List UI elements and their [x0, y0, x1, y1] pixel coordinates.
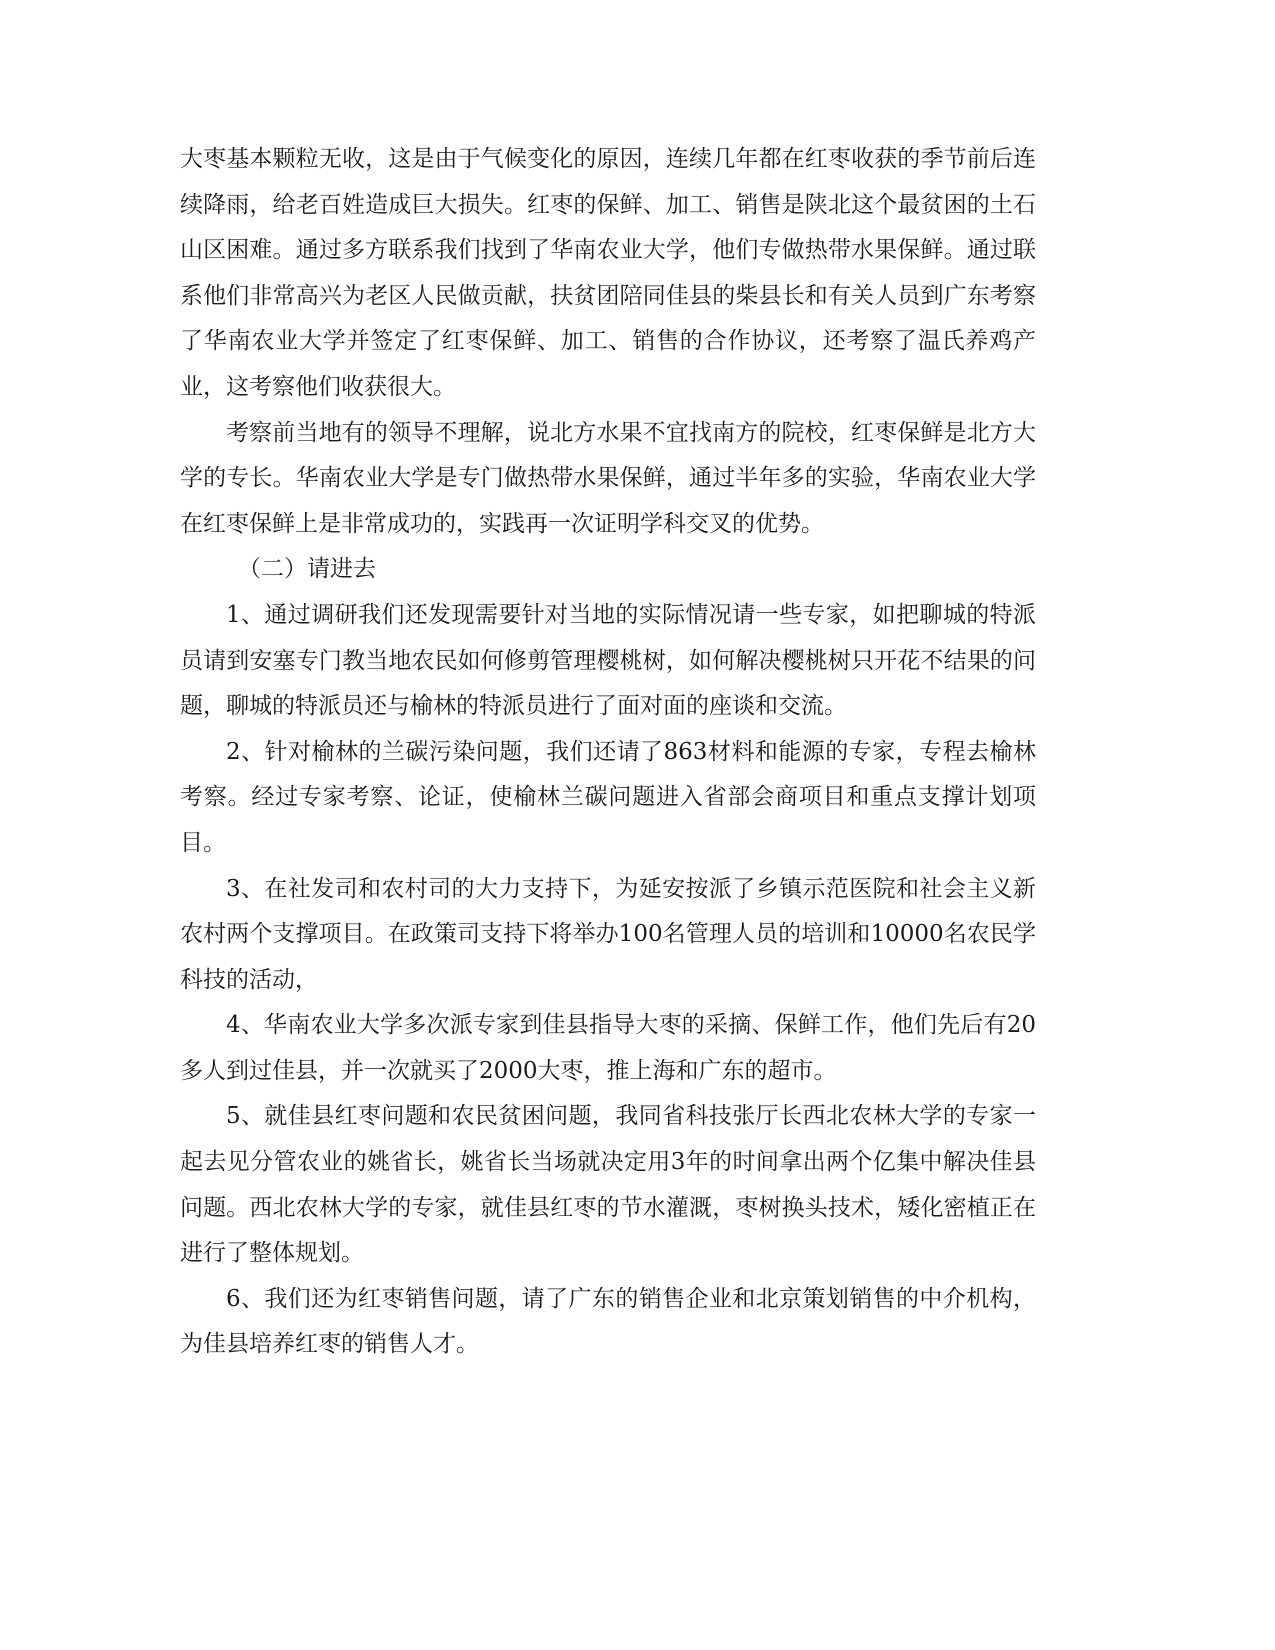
list-item-4: 4、华南农业大学多次派专家到佳县指导大枣的采摘、保鲜工作，他们先后有20多人到过佳县，并一次就买了2000大枣，推上海和广东的超市。 [180, 1012, 1036, 1084]
paragraph-inspection: 考察前当地有的领导不理解，说北方水果不宜找南方的院校，红枣保鲜是北方大学的专长。华南农业大学是专门做热带水果保鲜，通过半年多的实验，华南农业大学在红枣保鲜上是非常成功的，实践再一次证明学科交叉的优势。 [180, 419, 1036, 537]
list-item-5: 5、就佳县红枣问题和农民贫困问题，我同省科技张厅长西北农林大学的专家一起去见分管农业的姚省长，姚省长当场就决定用3年的时间拿出两个亿集中解决佳县问题。西北农林大学的专家，就佳县红枣的节水灌溉，枣树换头技术，矮化密植正在进行了整体规划。 [180, 1103, 1036, 1267]
document-body [180, 137, 1036, 1368]
list-item-6: 6、我们还为红枣销售问题，请了广东的销售企业和北京策划销售的中介机构，为佳县培养红枣的销售人才。 [180, 1285, 1036, 1358]
section-heading: （二）请进去 [238, 556, 376, 583]
list-item-3: 3、在社发司和农村司的大力支持下，为延安按派了乡镇示范医院和社会主义新农村两个支撑项目。在政策司支持下将举办100名管理人员的培训和10000名农民学科技的活动， [180, 875, 1036, 993]
list-item-2: 2、针对榆林的兰碳污染问题，我们还请了863材料和能源的专家，专程去榆林考察。经过专家考察、论证，使榆林兰碳问题进入省部会商项目和重点支撑计划项目。 [180, 738, 1036, 856]
list-item-1: 1、通过调研我们还发现需要针对当地的实际情况请一些专家，如把聊城的特派员请到安塞专门教当地农民如何修剪管理樱桃树，如何解决樱桃树只开花不结果的问题，聊城的特派员还与榆林的特派员进行了面对面的座谈和交流。 [180, 601, 1036, 720]
paragraph-continued: 大枣基本颗粒无收，这是由于气候变化的原因，连续几年都在红枣收获的季节前后连续降雨，给老百姓造成巨大损失。红枣的保鲜、加工、销售是陕北这个最贫困的土石山区困难。通过多方联系我们找到了华南农业大学，他们专做热带水果保鲜。通过联系他们非常高兴为老区人民做贡献，扶贫团陪同佳县的柴县长和有关人员到广东考察了华南农业大学并签定了红枣保鲜、加工、销售的合作协议，还考察了温氏养鸡产业，这考察他们收获很大。 [180, 146, 1036, 400]
